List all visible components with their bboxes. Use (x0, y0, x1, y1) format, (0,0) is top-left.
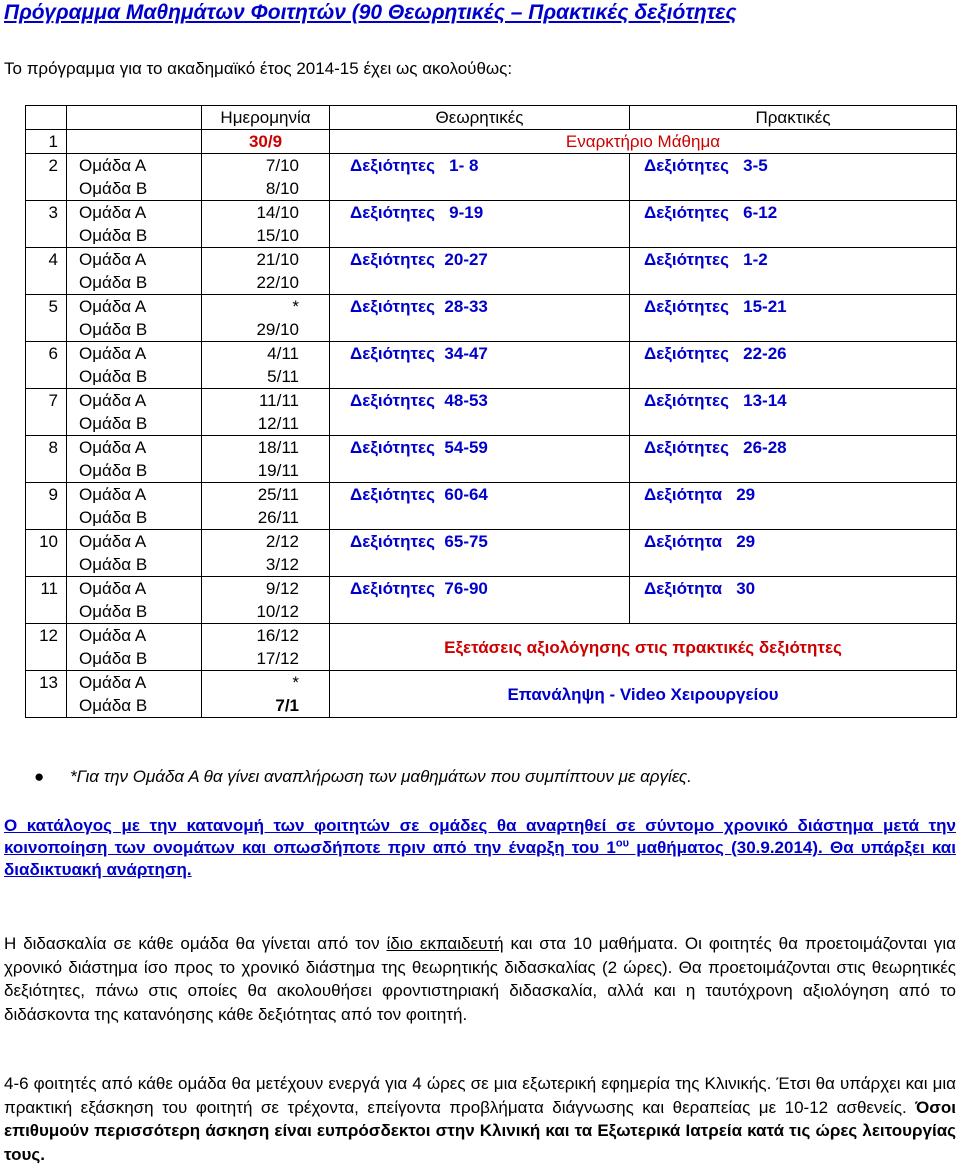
table-row (26, 248, 957, 272)
practical-empty (630, 553, 957, 577)
row-event: Εξετάσεις αξιολόγησης στις πρακτικές δεξιότητες (330, 624, 957, 671)
table-row (26, 295, 957, 319)
header-date: Ημερομηνία (202, 106, 330, 130)
team-a-date: 11/11 (202, 389, 330, 413)
intro-text: Το πρόγραμμα για το ακαδημαϊκό έτος 2014-15 έχει ως ακολούθως: (4, 59, 513, 78)
team-b-label: Ομάδα Β (67, 553, 202, 577)
row-number-empty (26, 694, 67, 718)
row-number: 6 (26, 342, 67, 366)
theory-skills: Δεξιότητες 48-53 (330, 389, 630, 413)
team-a-label: Ομάδα Α (67, 530, 202, 554)
table-row (26, 412, 957, 436)
team-a-date: 4/11 (202, 342, 330, 366)
team-b-date: 8/10 (202, 177, 330, 201)
theory-skills: Δεξιότητες 65-75 (330, 530, 630, 554)
row-date: 30/9 (202, 130, 330, 154)
team-b-label: Ομάδα Β (67, 412, 202, 436)
practical-empty (630, 177, 957, 201)
practical-empty (630, 224, 957, 248)
theory-skills: Δεξιότητες 76-90 (330, 577, 630, 601)
row-number-empty (26, 600, 67, 624)
table-row (26, 154, 957, 178)
theory-skills: Δεξιότητες 28-33 (330, 295, 630, 319)
team-b-date: 22/10 (202, 271, 330, 295)
row-number: 3 (26, 201, 67, 225)
team-b-label: Ομάδα Β (67, 224, 202, 248)
team-b-label: Ομάδα Β (67, 647, 202, 671)
theory-skills: Δεξιότητες 20-27 (330, 248, 630, 272)
table-row (26, 553, 957, 577)
theory-empty (330, 600, 630, 624)
practical-skills: Δεξιότητα 29 (630, 530, 957, 554)
paragraph-teaching (4, 932, 956, 1026)
theory-empty (330, 365, 630, 389)
row-number: 1 (26, 130, 67, 154)
team-b-label: Ομάδα Β (67, 271, 202, 295)
practical-empty (630, 459, 957, 483)
table-row (26, 389, 957, 413)
team-a-label: Ομάδα Α (67, 248, 202, 272)
row-event: Εναρκτήριο Μάθημα (330, 130, 957, 154)
table-row (26, 459, 957, 483)
row-number: 12 (26, 624, 67, 648)
practical-empty (630, 318, 957, 342)
header-cell (26, 106, 67, 130)
row-number-empty (26, 412, 67, 436)
table-row (26, 224, 957, 248)
team-a-date: * (202, 671, 330, 695)
schedule-table (25, 105, 957, 718)
team-b-date: 7/1 (202, 694, 330, 718)
team-b-date: 5/11 (202, 365, 330, 389)
table-row (26, 671, 957, 695)
practical-empty (630, 600, 957, 624)
practical-skills: Δεξιότητες 3-5 (630, 154, 957, 178)
team-b-date: 29/10 (202, 318, 330, 342)
team-a-date: 21/10 (202, 248, 330, 272)
practical-empty (630, 271, 957, 295)
row-number: 7 (26, 389, 67, 413)
row-number: 4 (26, 248, 67, 272)
header-practical: Πρακτικές (630, 106, 957, 130)
team-a-label: Ομάδα Α (67, 671, 202, 695)
team-b-date: 17/12 (202, 647, 330, 671)
theory-empty (330, 553, 630, 577)
team-b-label: Ομάδα Β (67, 694, 202, 718)
team-a-label: Ομάδα Α (67, 342, 202, 366)
theory-skills: Δεξιότητες 54-59 (330, 436, 630, 460)
row-number: 5 (26, 295, 67, 319)
theory-empty (330, 459, 630, 483)
team-a-date: * (202, 295, 330, 319)
row-number-empty (26, 271, 67, 295)
practical-skills: Δεξιότητες 13-14 (630, 389, 957, 413)
team-a-date: 9/12 (202, 577, 330, 601)
footnote (34, 766, 692, 788)
table-row (26, 177, 957, 201)
row-number: 9 (26, 483, 67, 507)
team-a-label: Ομάδα Α (67, 201, 202, 225)
table-row (26, 318, 957, 342)
table-row (26, 483, 957, 507)
theory-skills: Δεξιότητες 9-19 (330, 201, 630, 225)
theory-skills: Δεξιότητες 60-64 (330, 483, 630, 507)
paragraph-underlined: ίδιο εκπαιδευτή (386, 934, 504, 953)
practical-skills: Δεξιότητες 6-12 (630, 201, 957, 225)
row-number-empty (26, 553, 67, 577)
team-b-date: 12/11 (202, 412, 330, 436)
theory-empty (330, 412, 630, 436)
row-number: 11 (26, 577, 67, 601)
table-row (26, 436, 957, 460)
notice-superscript: ου (615, 837, 630, 850)
team-a-label: Ομάδα Α (67, 154, 202, 178)
team-b-date: 19/11 (202, 459, 330, 483)
theory-empty (330, 506, 630, 530)
team-b-date: 3/12 (202, 553, 330, 577)
row-number-empty (26, 365, 67, 389)
practical-skills: Δεξιότητες 22-26 (630, 342, 957, 366)
bullet-icon: ● (34, 767, 45, 786)
theory-empty (330, 224, 630, 248)
table-row (26, 506, 957, 530)
practical-skills: Δεξιότητες 15-21 (630, 295, 957, 319)
row-number-empty (26, 177, 67, 201)
team-a-date: 16/12 (202, 624, 330, 648)
row-number-empty (26, 647, 67, 671)
row-event: Επανάληψη - Video Χειρουργείου (330, 671, 957, 718)
table-row (26, 624, 957, 648)
footnote-text: *Για την Ομάδα Α θα γίνει αναπλήρωση των μαθημάτων που συμπίπτουν με αργίες. (70, 767, 692, 786)
team-b-label: Ομάδα Β (67, 600, 202, 624)
practical-skills: Δεξιότητες 1-2 (630, 248, 957, 272)
practical-skills: Δεξιότητα 29 (630, 483, 957, 507)
team-a-label: Ομάδα Α (67, 483, 202, 507)
team-cell (67, 130, 202, 154)
team-a-date: 25/11 (202, 483, 330, 507)
paragraph-bold: Όσοι επιθυμούν περισσότερη άσκηση είναι ευπρόσδεκτοι στην Κλινική και τα Εξωτερικά Ιατρεία κατά τις ώρες λειτουργίας τους. (4, 1097, 956, 1164)
header-cell (67, 106, 202, 130)
document-title: Πρόγραμμα Μαθημάτων Φοιτητών (90 Θεωρητικές – Πρακτικές δεξιότητες (4, 1, 737, 24)
paragraph-text: 4-6 φοιτητές από κάθε ομάδα θα μετέχουν ενεργά για 4 ώρες σε μια εξωτερική εφημερία της Κλινικής. Έτσι θα υπάρχει και μια πρακτική εξάσκηση του φοιτητή σε τρέχοντα, επείγοντα προβλήματα διάγνωσης και θεραπείας με 10-12 ασθενείς. (4, 1074, 956, 1117)
table-row (26, 342, 957, 366)
team-a-date: 2/12 (202, 530, 330, 554)
theory-skills: Δεξιότητες 34-47 (330, 342, 630, 366)
team-b-label: Ομάδα Β (67, 365, 202, 389)
theory-empty (330, 318, 630, 342)
header-theory: Θεωρητικές (330, 106, 630, 130)
table-row (26, 365, 957, 389)
team-b-label: Ομάδα Β (67, 459, 202, 483)
team-b-date: 15/10 (202, 224, 330, 248)
practical-empty (630, 506, 957, 530)
paragraph-clinic (4, 1072, 956, 1166)
table-row (26, 201, 957, 225)
team-a-label: Ομάδα Α (67, 436, 202, 460)
practical-empty (630, 365, 957, 389)
row-number: 2 (26, 154, 67, 178)
team-a-label: Ομάδα Α (67, 295, 202, 319)
row-number: 10 (26, 530, 67, 554)
team-a-date: 7/10 (202, 154, 330, 178)
row-number-empty (26, 459, 67, 483)
table-row (26, 577, 957, 601)
theory-empty (330, 177, 630, 201)
team-b-label: Ομάδα Β (67, 318, 202, 342)
row-number-empty (26, 224, 67, 248)
practical-empty (630, 412, 957, 436)
notice-text-2: μαθήματος (30.9.2014). Θα υπάρξει και διαδικτυακή ανάρτηση. (4, 838, 956, 879)
team-b-date: 10/12 (202, 600, 330, 624)
practical-skills: Δεξιότητα 30 (630, 577, 957, 601)
theory-empty (330, 271, 630, 295)
table-row (26, 271, 957, 295)
team-a-date: 18/11 (202, 436, 330, 460)
team-a-label: Ομάδα Α (67, 577, 202, 601)
theory-skills: Δεξιότητες 1- 8 (330, 154, 630, 178)
notice-paragraph (4, 815, 956, 881)
row-number-empty (26, 506, 67, 530)
team-a-label: Ομάδα Α (67, 624, 202, 648)
practical-skills: Δεξιότητες 26-28 (630, 436, 957, 460)
paragraph-text: και στα 10 μαθήματα. Οι φοιτητές θα προετοιμάζονται για χρονικό διάστημα ίσο προς το χρονικό διάστημα της θεωρητικής διδασκαλίας (2 ώρες). Θα προετοιμάζονται στις θεωρητικές δεξιότητες, πάνω στις οποίες θα ακολουθήσει φροντιστηριακή διδασκαλία, αλλά και η ταυτόχρονη αξιολόγηση από το διδάσκοντα της κατανόησης κάθε δεξιότητας από τον φοιτητή. (4, 934, 957, 1024)
table-row (26, 130, 957, 154)
row-number: 8 (26, 436, 67, 460)
notice-text-1: Ο κατάλογος με την κατανομή των φοιτητών σε ομάδες θα αναρτηθεί σε σύντομο χρονικό διάστημα μετά την κοινοποίηση των ονομάτων και οπωσδήποτε πριν από την έναρξη του 1 (4, 816, 956, 857)
table-row (26, 530, 957, 554)
paragraph-text: Η διδασκαλία σε κάθε ομάδα θα γίνεται από τον (4, 934, 387, 953)
row-number-empty (26, 318, 67, 342)
table-header-row (26, 106, 957, 130)
row-number: 13 (26, 671, 67, 695)
table-row (26, 600, 957, 624)
team-a-date: 14/10 (202, 201, 330, 225)
team-b-date: 26/11 (202, 506, 330, 530)
team-b-label: Ομάδα Β (67, 506, 202, 530)
team-b-label: Ομάδα Β (67, 177, 202, 201)
team-a-label: Ομάδα Α (67, 389, 202, 413)
